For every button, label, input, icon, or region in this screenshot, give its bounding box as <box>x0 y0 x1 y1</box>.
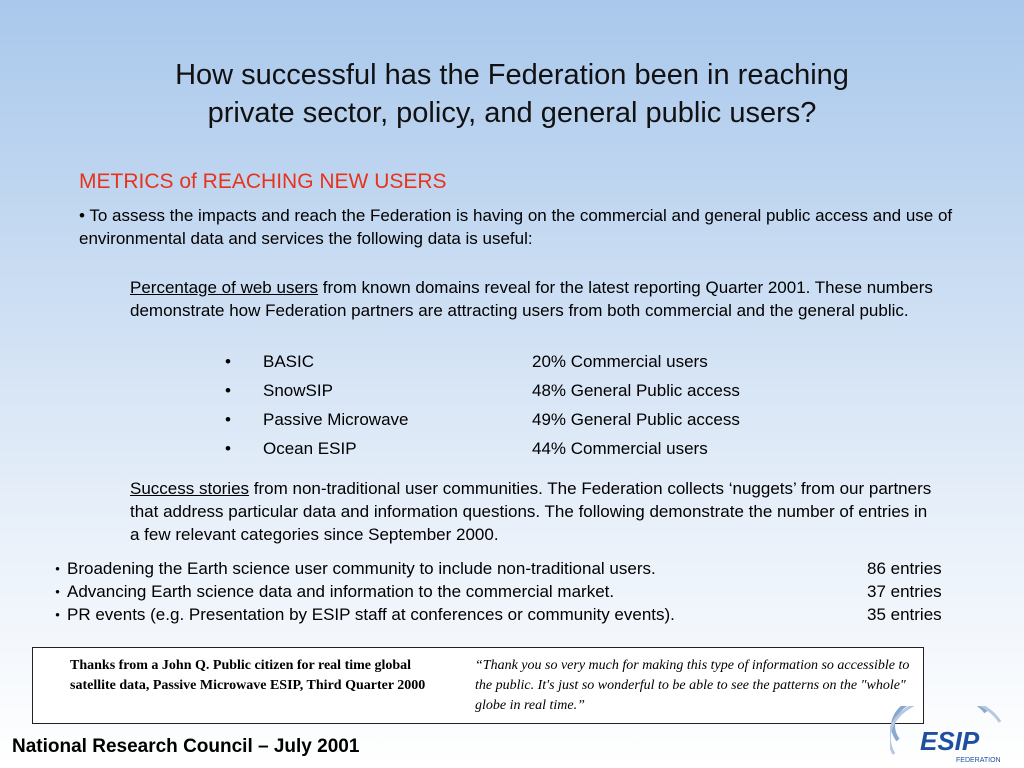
metric-name: Ocean ESIP <box>263 438 357 458</box>
metrics-list <box>225 347 925 463</box>
quote-text: “Thank you so very much for making this type of information so accessible to the public. It's just so wonderful to be able to see the patterns on the "whole" globe in real time.” <box>475 658 910 713</box>
metric-value: 44% Commercial users <box>532 438 708 458</box>
footer-text: National Research Council – July 2001 <box>12 736 360 757</box>
story-text: Advancing Earth science data and information to the commercial market. <box>67 581 615 601</box>
metric-name: BASIC <box>263 351 315 371</box>
metric-name: Passive Microwave <box>263 409 409 429</box>
metric-row <box>225 376 925 405</box>
success-stories-lead: Success stories <box>130 479 250 498</box>
story-count: 86 entries <box>867 558 942 578</box>
bullet: • <box>225 438 231 458</box>
section-heading: METRICS of REACHING NEW USERS <box>79 170 447 193</box>
story-row <box>48 580 960 603</box>
intro-paragraph: • To assess the impacts and reach the Federation is having on the commercial and general public access and use of environmental data and services the following data is useful: <box>79 206 953 248</box>
esip-logo <box>890 706 1020 766</box>
story-count: 35 entries <box>867 604 942 624</box>
slide-title <box>60 56 964 132</box>
story-row <box>48 603 960 626</box>
web-users-paragraph <box>130 276 940 322</box>
logo-subword: FEDERATION <box>956 757 1001 764</box>
bullet: • <box>225 351 231 371</box>
web-users-text: from known domains reveal for the latest reporting Quarter 2001. These numbers demonstrate how Federation partners are attracting users from both commercial and the general public. <box>130 278 933 320</box>
story-row <box>48 557 960 580</box>
metric-row <box>225 347 925 376</box>
story-text: Broadening the Earth science user community to include non-traditional users. <box>67 558 656 578</box>
logo-word: ESIP <box>920 726 980 756</box>
metric-row <box>225 405 925 434</box>
bullet: • <box>55 561 60 576</box>
metric-name: SnowSIP <box>263 380 333 400</box>
quote-source: Thanks from a John Q. Public citizen for real time global satellite data, Passive Microwave ESIP, Third Quarter 2000 <box>70 658 426 693</box>
metric-row <box>225 434 925 463</box>
title-line-2: private sector, policy, and general public users? <box>207 97 817 129</box>
metric-value: 48% General Public access <box>532 380 740 400</box>
quote-box <box>32 647 924 724</box>
success-stories-paragraph <box>130 477 940 546</box>
metric-value: 49% General Public access <box>532 409 740 429</box>
title-line-1: How successful has the Federation been in reaching <box>175 59 849 91</box>
success-stories-text: from non-traditional user communities. The Federation collects ‘nuggets’ from our partners that address particular data and information questions. The following demonstrate the number of entries in a few relevant categories since September 2000. <box>130 479 932 544</box>
story-count: 37 entries <box>867 581 942 601</box>
bullet: • <box>55 607 60 622</box>
bullet: • <box>225 409 231 429</box>
stories-list <box>48 557 960 626</box>
bullet: • <box>55 584 60 599</box>
story-text: PR events (e.g. Presentation by ESIP staff at conferences or community events). <box>67 604 675 624</box>
metric-value: 20% Commercial users <box>532 351 708 371</box>
web-users-lead: Percentage of web users <box>130 278 319 297</box>
bullet: • <box>225 380 231 400</box>
